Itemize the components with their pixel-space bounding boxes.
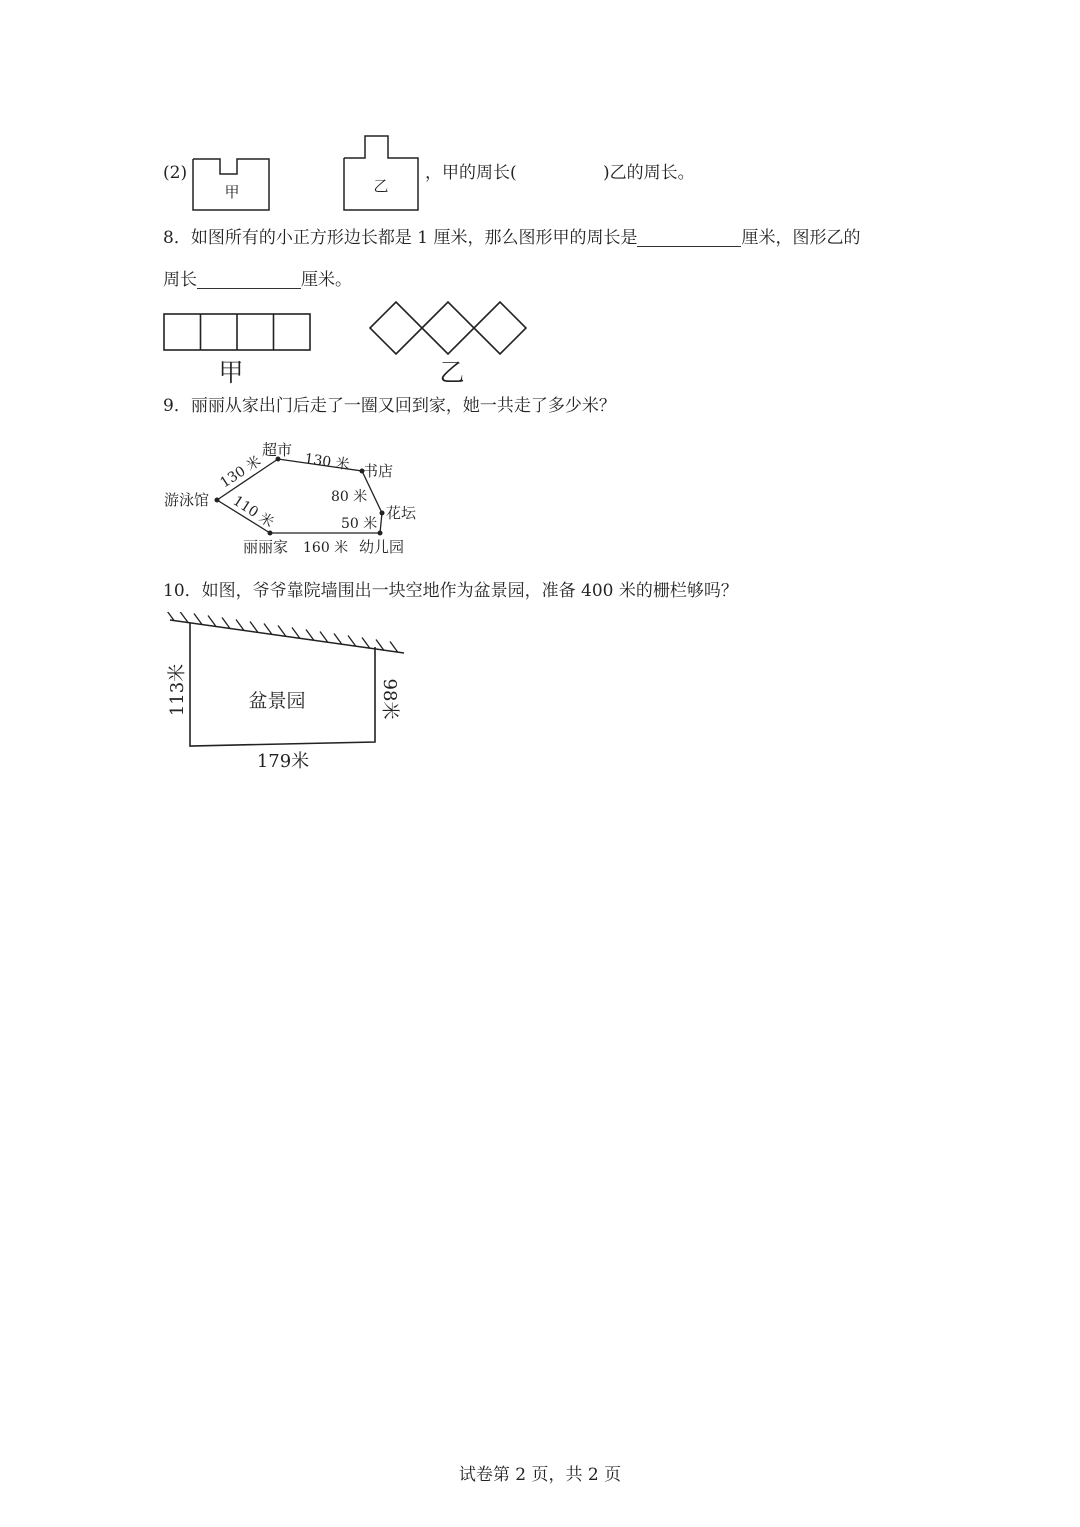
distance-kindergarten-home: 160 米 — [303, 540, 349, 556]
figure-yi-rectangle-with-tab — [340, 133, 424, 213]
route-map-diagram — [160, 435, 430, 560]
page-footer: 试卷第 2 页，共 2 页 — [458, 1465, 622, 1485]
right-side-length: 98米 — [379, 678, 400, 720]
question-8-text-a: 8．如图所有的小正方形边长都是 1 厘米，那么图形甲的周长是 — [163, 228, 638, 248]
distance-supermarket-bookstore: 130 米 — [303, 451, 351, 474]
home-point — [268, 531, 273, 536]
pool-point — [215, 498, 220, 503]
place-bookstore: 书店 — [363, 462, 394, 480]
bonsai-garden-diagram — [160, 612, 410, 777]
distance-flowerbed-kindergarten: 50 米 — [341, 516, 378, 532]
question-7-part-2-label: (2) — [163, 163, 188, 183]
answer-blank-jia-perimeter[interactable] — [637, 229, 741, 247]
hatch-mark — [166, 612, 174, 621]
place-supermarket: 超市 — [262, 441, 293, 459]
garden-label: 盆景园 — [248, 690, 306, 712]
place-kindergarten: 幼儿园 — [359, 538, 405, 556]
answer-blank-yi-perimeter[interactable] — [197, 271, 301, 289]
figure-yi-caption: 乙 — [439, 358, 465, 387]
figure-jia-notched-rectangle — [190, 150, 274, 214]
kindergarten-point — [378, 531, 383, 536]
place-pool: 游泳馆 — [164, 491, 210, 509]
distance-bookstore-flowerbed: 80 米 — [331, 489, 368, 505]
garden-fence — [190, 623, 375, 746]
place-flowerbed: 花坛 — [386, 504, 417, 522]
question-7-compare-prefix: ，甲的周长( — [425, 163, 517, 183]
flowerbed-point — [380, 511, 385, 516]
question-9-text: 9．丽丽从家出门后走了一圈又回到家，她一共走了多少米？ — [163, 396, 616, 416]
question-8-line-1 — [163, 229, 860, 247]
question-8-line-2 — [163, 271, 352, 289]
question-7-compare-suffix: )乙的周长。 — [603, 163, 695, 183]
question-8-text-d: 厘米。 — [301, 270, 352, 290]
bottom-side-length: 179米 — [256, 751, 310, 772]
question-8-text-c: 周长 — [163, 270, 197, 290]
figure-jia-four-squares — [160, 305, 320, 387]
question-10-text: 10．如图，爷爷靠院墙围出一块空地作为盆景园，准备 400 米的栅栏够吗？ — [163, 581, 738, 601]
question-8-text-b: 厘米，图形乙的 — [741, 228, 861, 248]
left-side-length: 113米 — [167, 663, 188, 717]
place-home: 丽丽家 — [243, 538, 289, 556]
wall-hatching — [166, 612, 398, 653]
distance-home-pool: 110 米 — [229, 492, 277, 531]
figure-jia-caption: 甲 — [218, 358, 244, 387]
figure-yi-three-diamonds — [362, 296, 532, 388]
figure-yi-label: 乙 — [373, 177, 389, 195]
figure-jia-label: 甲 — [224, 183, 240, 201]
distance-pool-supermarket: 130 米 — [217, 453, 265, 492]
